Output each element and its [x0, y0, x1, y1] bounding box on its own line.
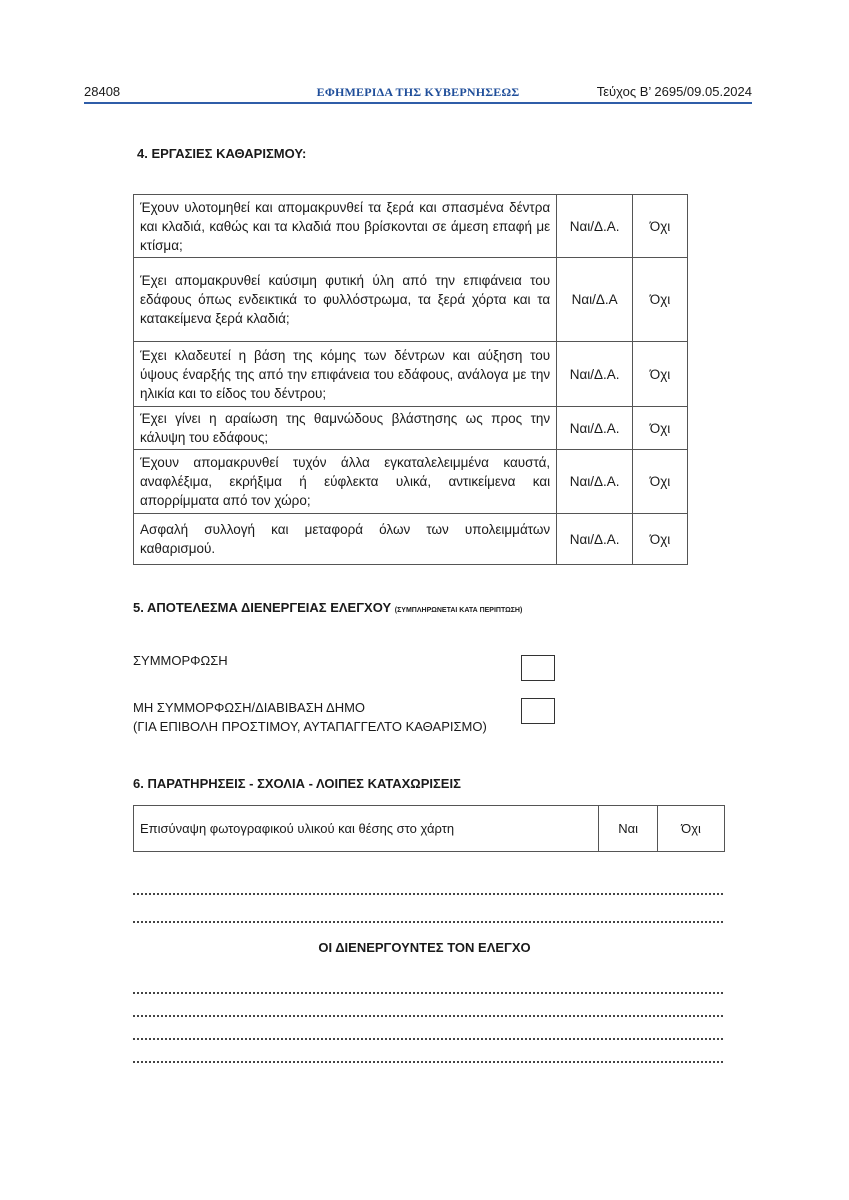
page-header — [84, 84, 752, 104]
checklist-question: Έχει απομακρυνθεί καύσιμη φυτική ύλη από την επιφάνεια του εδάφους όπως ενδεικτικά το φυλλόστρωμα, τα ξερά χόρτα και τα κατακείμενα ξερά κλαδιά; — [134, 258, 557, 342]
inspector-line-2[interactable] — [133, 1005, 723, 1017]
inspector-line-1[interactable] — [133, 982, 723, 994]
inspector-line-3[interactable] — [133, 1028, 723, 1040]
option-no[interactable]: Όχι — [633, 342, 688, 407]
noncompliance-label — [133, 698, 487, 736]
table-row — [134, 806, 725, 852]
table-row — [134, 195, 688, 258]
option-no[interactable]: Όχι — [633, 258, 688, 342]
section-6-heading: 6. ΠΑΡΑΤΗΡΗΣΕΙΣ - ΣΧΟΛΙΑ - ΛΟΙΠΕΣ ΚΑΤΑΧΩΡΙΣΕΙΣ — [133, 776, 461, 791]
cleaning-checklist-table — [133, 194, 688, 565]
compliance-label: ΣΥΜΜΟΡΦΩΣΗ — [133, 653, 228, 668]
checklist-question: Έχουν υλοτομηθεί και απομακρυνθεί τα ξερά και σπασμένα δέντρα και κλαδιά, καθώς και τα κλαδιά που βρίσκονται σε άμεση επαφή με κτίσμα; — [134, 195, 557, 258]
option-no[interactable]: Όχι — [633, 514, 688, 565]
option-yes-na[interactable]: Ναι/Δ.Α. — [557, 342, 633, 407]
photo-attachment-question: Επισύναψη φωτογραφικού υλικού και θέσης στο χάρτη — [134, 806, 599, 852]
table-row — [134, 258, 688, 342]
option-no[interactable]: Όχι — [633, 195, 688, 258]
option-yes-na[interactable]: Ναι/Δ.Α. — [557, 407, 633, 450]
section-5-heading — [133, 600, 522, 615]
section-5-title: 5. ΑΠΟΤΕΛΕΣΜΑ ΔΙΕΝΕΡΓΕΙΑΣ ΕΛΕΓΧΟΥ — [133, 600, 392, 615]
inspectors-heading: ΟΙ ΔΙΕΝΕΡΓΟΥΝΤΕΣ ΤΟΝ ΕΛΕΓΧΟ — [318, 940, 531, 955]
noncompliance-label-line1: ΜΗ ΣΥΜΜΟΡΦΩΣΗ/ΔΙΑΒΙΒΑΣΗ ΔΗΜΟ — [133, 700, 366, 715]
table-row — [134, 342, 688, 407]
remarks-line-2[interactable] — [133, 911, 723, 923]
checklist-question: Ασφαλή συλλογή και μεταφορά όλων των υπολειμμάτων καθαρισμού. — [134, 514, 557, 565]
option-yes-na[interactable]: Ναι/Δ.Α. — [557, 195, 633, 258]
option-yes[interactable]: Ναι — [599, 806, 658, 852]
checklist-question: Έχουν απομακρυνθεί τυχόν άλλα εγκαταλελειμμένα καυστά, αναφλέξιμα, εκρήξιμα ή εύφλεκτα υλικά, αντικείμενα και απορρίμματα από τον χώρο; — [134, 450, 557, 514]
option-yes-na[interactable]: Ναι/Δ.Α — [557, 258, 633, 342]
gazette-title: ΕΦΗΜΕΡΙΔΑ ΤΗΣ ΚΥΒΕΡΝΗΣΕΩΣ — [316, 85, 520, 99]
section-5-note: (ΣΥΜΠΛΗΡΩΝΕΤΑΙ ΚΑΤΑ ΠΕΡΙΠΤΩΣΗ) — [394, 607, 523, 614]
issue-reference: Τεύχος Β’ 2695/09.05.2024 — [596, 84, 752, 99]
option-yes-na[interactable]: Ναι/Δ.Α. — [557, 450, 633, 514]
option-no[interactable]: Όχι — [633, 450, 688, 514]
inspector-line-4[interactable] — [133, 1051, 723, 1063]
compliance-checkbox[interactable] — [521, 655, 555, 681]
page-number: 28408 — [84, 84, 121, 99]
table-row — [134, 514, 688, 565]
table-row — [134, 450, 688, 514]
noncompliance-checkbox[interactable] — [521, 698, 555, 724]
section-4-heading: 4. ΕΡΓΑΣΙΕΣ ΚΑΘΑΡΙΣΜΟΥ: — [137, 146, 307, 161]
option-no[interactable]: Όχι — [658, 806, 725, 852]
checklist-question: Έχει γίνει η αραίωση της θαμνώδους βλάστησης ως προς την κάλυψη του εδάφους; — [134, 407, 557, 450]
option-no[interactable]: Όχι — [633, 407, 688, 450]
remarks-line-1[interactable] — [133, 883, 723, 895]
photo-attachment-table — [133, 805, 725, 852]
noncompliance-label-line2: (ΓΙΑ ΕΠΙΒΟΛΗ ΠΡΟΣΤΙΜΟΥ, ΑΥΤΑΠΑΓΓΕΛΤΟ ΚΑΘΑΡΙΣΜΟ) — [133, 719, 487, 734]
header-rule — [84, 102, 752, 104]
checklist-question: Έχει κλαδευτεί η βάση της κόμης των δέντρων και αύξηση του ύψους έναρξής της από την επιφάνεια του εδάφους, ανάλογα με την ηλικία και το είδος του δέντρου; — [134, 342, 557, 407]
table-row — [134, 407, 688, 450]
option-yes-na[interactable]: Ναι/Δ.Α. — [557, 514, 633, 565]
